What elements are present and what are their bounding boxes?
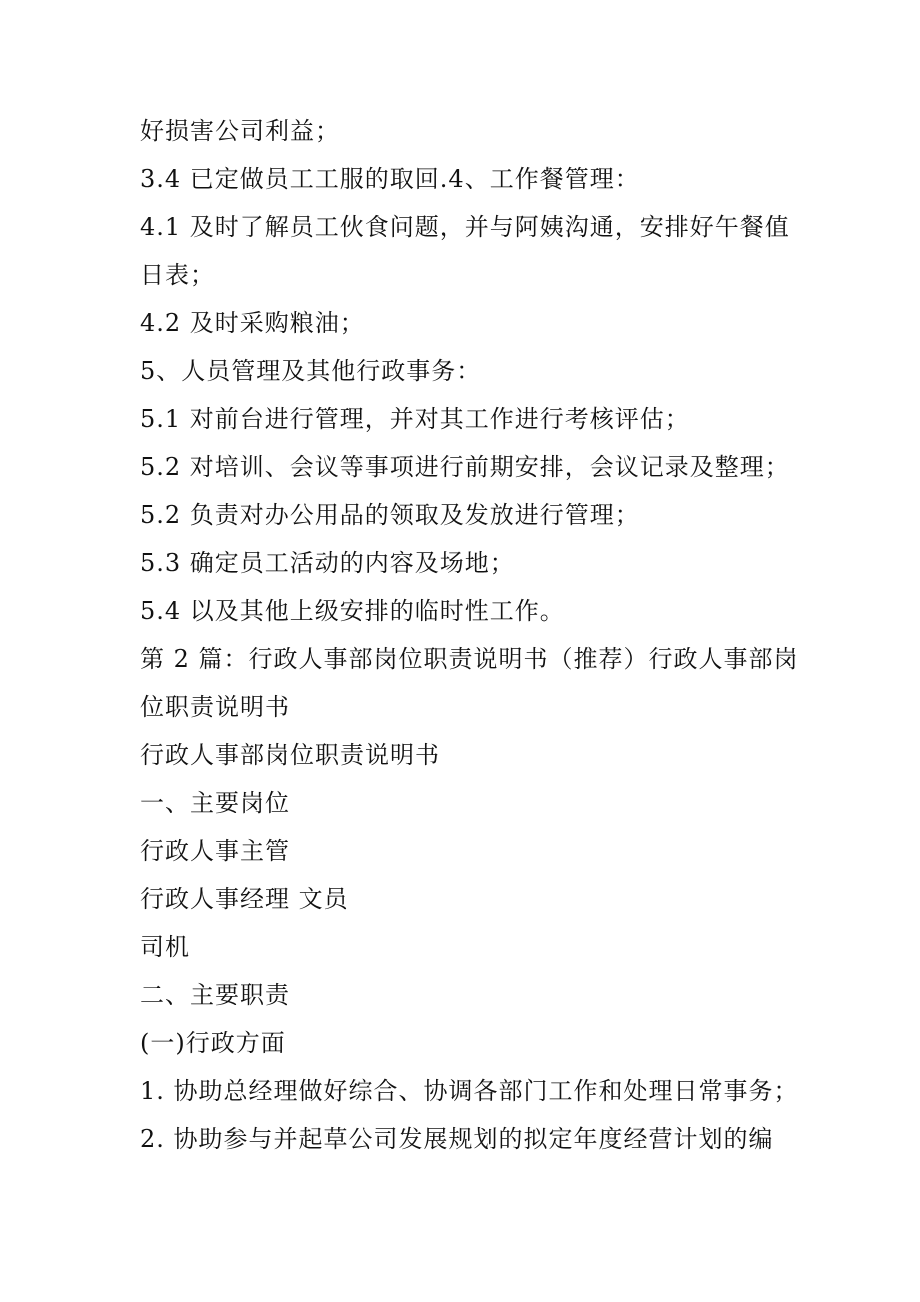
article-title-continuation: 位职责说明书: [140, 693, 290, 721]
text-line: 2. 协助参与并起草公司发展规划的拟定年度经营计划的编: [140, 1125, 774, 1153]
subsection-heading: (一)行政方面: [140, 1029, 286, 1057]
text-line: 5.2 负责对办公用品的领取及发放进行管理；: [140, 501, 640, 529]
document-body: [140, 107, 799, 1163]
text-line: 好损害公司利益；: [140, 117, 340, 145]
text-line: 1. 协助总经理做好综合、协调各部门工作和处理日常事务；: [140, 1077, 799, 1105]
text-line: 4.1 及时了解员工伙食问题，并与阿姨沟通，安排好午餐值: [140, 213, 790, 241]
text-line: 5.2 对培训、会议等事项进行前期安排，会议记录及整理；: [140, 453, 790, 481]
text-line: 5.4 以及其他上级安排的临时性工作。: [140, 597, 565, 625]
text-line: 行政人事主管: [140, 837, 290, 865]
section-heading: 一、主要岗位: [140, 789, 290, 817]
text-line: 行政人事经理 文员: [140, 885, 349, 913]
text-line: 日表；: [140, 261, 215, 289]
text-line: 3.4 已定做员工工服的取回.4、工作餐管理：: [140, 165, 640, 193]
article-title: 第 2 篇：行政人事部岗位职责说明书（推荐）行政人事部岗: [140, 645, 799, 673]
text-line: 5.3 确定员工活动的内容及场地；: [140, 549, 515, 577]
document-heading: 行政人事部岗位职责说明书: [140, 741, 440, 769]
text-line: 5.1 对前台进行管理，并对其工作进行考核评估；: [140, 405, 690, 433]
section-heading: 二、主要职责: [140, 981, 290, 1009]
text-line: 4.2 及时采购粮油；: [140, 309, 365, 337]
text-line: 司机: [140, 933, 190, 961]
section-heading: 5、人员管理及其他行政事务：: [140, 357, 482, 385]
